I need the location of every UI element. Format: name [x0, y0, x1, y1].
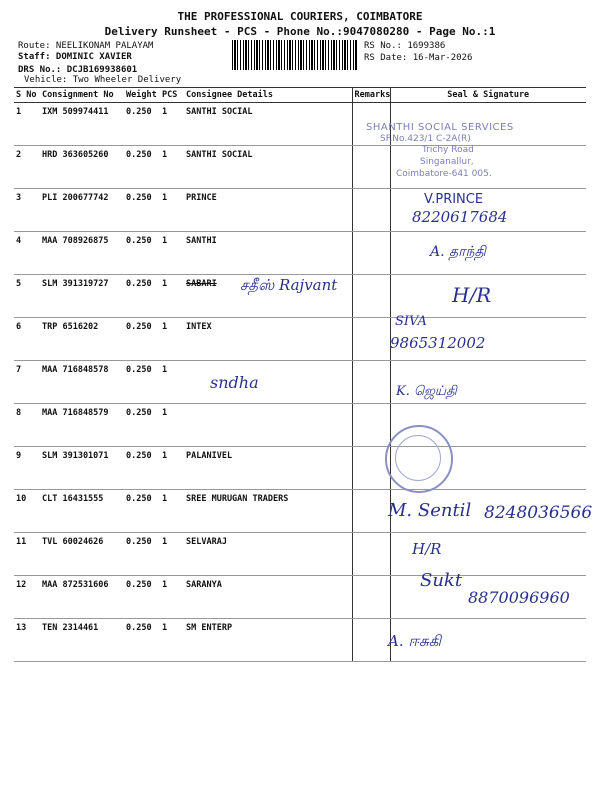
cell-consignee [184, 404, 352, 447]
cell-pcs: 1 [160, 318, 184, 361]
cell-consignee: SANTHI SOCIAL [184, 103, 352, 146]
cell-remarks [352, 447, 390, 490]
cell-consignee: SABARI [184, 275, 352, 318]
row6-handwritten-name: SIVA [395, 314, 427, 329]
col-seal-signature: Seal & Signature [390, 88, 586, 103]
stamp-address-4: Coimbatore-641 005. [396, 169, 492, 179]
cell-sno: 5 [14, 275, 40, 318]
cell-sno: 7 [14, 361, 40, 404]
row12-signature: Sukt [420, 570, 463, 591]
cell-sno: 2 [14, 146, 40, 189]
cell-sno: 11 [14, 533, 40, 576]
cell-consignment: CLT 16431555 [40, 490, 124, 533]
cell-remarks [352, 146, 390, 189]
row3-handwritten-phone: 8220617684 [412, 208, 508, 226]
row11-hr-note: H/R [412, 540, 442, 558]
col-consignment: Consignment No [40, 88, 124, 103]
cell-pcs: 1 [160, 146, 184, 189]
cell-weight: 0.250 [124, 232, 160, 275]
cell-consignee: PRINCE [184, 189, 352, 232]
col-remarks: Remarks [352, 88, 390, 103]
cell-consignment: MAA 716848578 [40, 361, 124, 404]
cell-weight: 0.250 [124, 318, 160, 361]
cell-sno: 3 [14, 189, 40, 232]
cell-consignee: SM ENTERP [184, 619, 352, 662]
cell-pcs: 1 [160, 361, 184, 404]
cell-consignment: HRD 363605260 [40, 146, 124, 189]
staff-label: Staff: DOMINIC XAVIER [18, 52, 132, 62]
cell-weight: 0.250 [124, 447, 160, 490]
runsheet-table [14, 87, 586, 662]
row6-handwritten-phone: 9865312002 [390, 334, 486, 352]
table-row [14, 232, 586, 275]
table-row [14, 533, 586, 576]
company-title: THE PROFESSIONAL COURIERS, COIMBATORE [177, 10, 423, 23]
cell-weight: 0.250 [124, 533, 160, 576]
barcode-image [232, 40, 358, 70]
table-row [14, 146, 586, 189]
cell-consignment: PLI 200677742 [40, 189, 124, 232]
col-weight: Weight [124, 88, 160, 103]
cell-consignee: SANTHI [184, 232, 352, 275]
col-sno: S No [14, 88, 40, 103]
cell-sno: 10 [14, 490, 40, 533]
cell-remarks [352, 275, 390, 318]
cell-weight: 0.250 [124, 275, 160, 318]
row12-handwritten-phone: 8870096960 [468, 588, 570, 607]
cell-consignment: TVL 60024626 [40, 533, 124, 576]
cell-pcs: 1 [160, 404, 184, 447]
cell-consignee: SREE MURUGAN TRADERS [184, 490, 352, 533]
cell-remarks [352, 318, 390, 361]
cell-consignment: IXM 509974411 [40, 103, 124, 146]
cell-sno: 8 [14, 404, 40, 447]
cell-weight: 0.250 [124, 361, 160, 404]
row5-hr-note: H/R [452, 283, 492, 307]
table-row [14, 619, 586, 662]
cell-consignee: SARANYA [184, 576, 352, 619]
cell-sno: 6 [14, 318, 40, 361]
table-row [14, 447, 586, 490]
cell-consignment: TEN 2314461 [40, 619, 124, 662]
cell-pcs: 1 [160, 189, 184, 232]
route-label: Route: NEELIKONAM PALAYAM [18, 41, 154, 51]
cell-remarks [352, 361, 390, 404]
cell-weight: 0.250 [124, 189, 160, 232]
cell-sno: 12 [14, 576, 40, 619]
row5-handwritten-note: சதீஸ் Rajvant [240, 276, 338, 294]
cell-sno: 4 [14, 232, 40, 275]
cell-pcs: 1 [160, 533, 184, 576]
cell-pcs: 1 [160, 275, 184, 318]
table-header-row [14, 88, 586, 103]
table-row [14, 361, 586, 404]
cell-remarks [352, 619, 390, 662]
col-consignee: Consignee Details [184, 88, 352, 103]
stamp-address-3: Singanallur, [420, 157, 474, 167]
col-pcs: PCS [160, 88, 184, 103]
cell-remarks [352, 232, 390, 275]
runsheet-subtitle: Delivery Runsheet - PCS - Phone No.:9047080280 - Page No.:1 [104, 25, 496, 38]
cell-remarks [352, 490, 390, 533]
cell-sno: 9 [14, 447, 40, 490]
cell-consignee: INTEX [184, 318, 352, 361]
stamp-address-1: SF.No.423/1 C-2A(R) [380, 134, 471, 144]
cell-consignment: SLM 391301071 [40, 447, 124, 490]
cell-pcs: 1 [160, 490, 184, 533]
cell-consignee: PALANIVEL [184, 447, 352, 490]
cell-pcs: 1 [160, 447, 184, 490]
cell-consignment: SLM 391319727 [40, 275, 124, 318]
table-row [14, 318, 586, 361]
cell-remarks [352, 404, 390, 447]
cell-remarks [352, 576, 390, 619]
stamp-company: SHANTHI SOCIAL SERVICES [366, 122, 514, 133]
cell-weight: 0.250 [124, 490, 160, 533]
cell-weight: 0.250 [124, 103, 160, 146]
row4-signature: A. தாந்தி [430, 244, 486, 260]
cell-weight: 0.250 [124, 404, 160, 447]
cell-weight: 0.250 [124, 619, 160, 662]
rs-number: RS No.: 1699386 [364, 41, 446, 51]
rs-date: RS Date: 16-Mar-2026 [364, 53, 473, 63]
row13-signature: A. ஈசுகி [388, 632, 442, 650]
cell-remarks [352, 189, 390, 232]
table-row [14, 404, 586, 447]
cell-pcs: 1 [160, 103, 184, 146]
cell-consignment: TRP 6516202 [40, 318, 124, 361]
cell-sno: 1 [14, 103, 40, 146]
drs-number: DRS No.: DCJB169938601 [18, 65, 138, 75]
cell-weight: 0.250 [124, 146, 160, 189]
cell-sno: 13 [14, 619, 40, 662]
row7-signature: K. ஜெய்தி [396, 384, 457, 399]
cell-consignment: MAA 708926875 [40, 232, 124, 275]
row3-handwritten-name: V.PRINCE [424, 192, 484, 207]
cell-pcs: 1 [160, 232, 184, 275]
cell-consignee: SANTHI SOCIAL [184, 146, 352, 189]
cell-weight: 0.250 [124, 576, 160, 619]
cell-consignment: MAA 872531606 [40, 576, 124, 619]
cell-consignee: SELVARAJ [184, 533, 352, 576]
row7-handwritten-note: sndha [210, 373, 259, 392]
row10-signature: M. Sentil [388, 500, 472, 521]
vehicle-label: Vehicle: Two Wheeler Delivery [24, 75, 182, 85]
cell-pcs: 1 [160, 576, 184, 619]
cell-remarks [352, 533, 390, 576]
stamp-address-2: Trichy Road [422, 145, 474, 155]
cell-seal-signature [390, 232, 586, 275]
cell-consignment: MAA 716848579 [40, 404, 124, 447]
round-seal-inner [395, 435, 441, 481]
row10-handwritten-phone: 8248036566 [484, 503, 593, 523]
cell-pcs: 1 [160, 619, 184, 662]
